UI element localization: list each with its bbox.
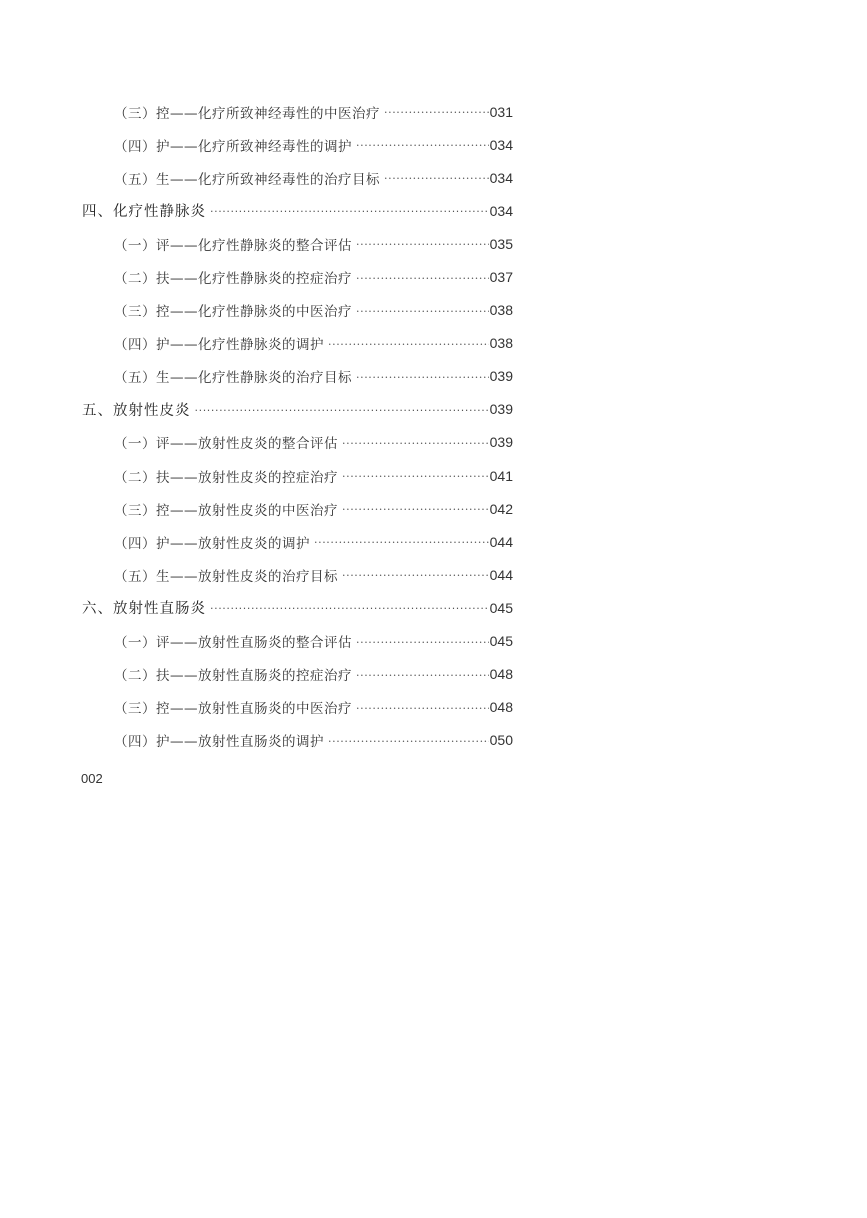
toc-entry-page: 050 [489,732,513,749]
table-of-contents [0,95,867,757]
toc-entry-page: 042 [489,500,513,517]
dot-leader [356,272,489,285]
toc-entry [0,459,867,492]
toc-entry-page: 044 [489,533,513,550]
dot-leader [356,669,489,682]
toc-entry [0,426,867,459]
dot-leader [356,636,489,649]
toc-entry-title: （一）评——放射性皮炎的整合评估 [114,436,338,453]
page-number: 002 [81,771,103,786]
toc-entry-title: 五、放射性皮炎 [82,402,191,419]
toc-entry-title: （三）控——化疗所致神经毒性的中医治疗 [114,105,380,122]
toc-entry [0,724,867,757]
toc-entry [0,327,867,360]
toc-entry [0,227,867,260]
toc-entry-page: 038 [489,302,513,319]
toc-entry [0,260,867,293]
toc-section-heading [0,393,867,426]
toc-entry-page: 039 [489,434,513,451]
dot-leader [342,569,489,582]
toc-entry-title: （三）控——化疗性静脉炎的中医治疗 [114,304,352,321]
toc-entry-title: （五）生——化疗性静脉炎的治疗目标 [114,370,352,387]
dot-leader [356,139,489,152]
toc-entry [0,691,867,724]
toc-entry-page: 044 [489,566,513,583]
dot-leader [342,437,489,450]
toc-entry [0,658,867,691]
toc-entry-title: （四）护——化疗性静脉炎的调护 [114,337,324,354]
dot-leader [356,371,489,384]
toc-entry-title: 六、放射性直肠炎 [82,601,206,618]
toc-entry-page: 034 [489,136,513,153]
dot-leader [328,735,489,748]
toc-entry-title: （四）护——放射性皮炎的调护 [114,535,310,552]
toc-entry-title: （三）控——放射性皮炎的中医治疗 [114,502,338,519]
toc-entry-title: （五）生——放射性皮炎的治疗目标 [114,568,338,585]
toc-entry [0,492,867,525]
toc-entry [0,95,867,128]
toc-entry-title: 四、化疗性静脉炎 [82,204,206,221]
toc-entry-title: （四）护——化疗所致神经毒性的调护 [114,138,352,155]
toc-entry-page: 038 [489,335,513,352]
toc-entry-page: 039 [489,401,513,418]
toc-entry-title: （二）扶——放射性皮炎的控症治疗 [114,469,338,486]
toc-entry [0,525,867,558]
toc-entry-page: 034 [489,202,513,219]
dot-leader [314,536,489,549]
dot-leader [356,238,489,251]
toc-entry [0,128,867,161]
dot-leader [356,702,489,715]
toc-entry [0,294,867,327]
dot-leader [210,205,489,218]
toc-entry-title: （三）控——放射性直肠炎的中医治疗 [114,701,352,718]
toc-entry [0,161,867,194]
toc-entry-page: 045 [489,599,513,616]
toc-entry [0,360,867,393]
toc-entry [0,558,867,591]
dot-leader [342,470,489,483]
toc-entry-title: （四）护——放射性直肠炎的调护 [114,734,324,751]
toc-section-heading [0,194,867,227]
dot-leader [384,172,489,185]
toc-entry-title: （一）评——放射性直肠炎的整合评估 [114,635,352,652]
toc-entry-page: 035 [489,235,513,252]
toc-entry-page: 034 [489,169,513,186]
toc-entry-page: 041 [489,467,513,484]
toc-section-heading [0,591,867,624]
toc-entry-page: 039 [489,368,513,385]
dot-leader [210,602,489,615]
toc-entry-page: 037 [489,269,513,286]
toc-entry-page: 048 [489,699,513,716]
dot-leader [356,305,489,318]
dot-leader [384,106,489,119]
toc-entry-title: （二）扶——化疗性静脉炎的控症治疗 [114,271,352,288]
dot-leader [328,338,489,351]
toc-entry [0,625,867,658]
dot-leader [342,503,489,516]
toc-entry-page: 031 [489,103,513,120]
toc-entry-title: （一）评——化疗性静脉炎的整合评估 [114,237,352,254]
dot-leader [195,404,489,417]
toc-entry-page: 045 [489,633,513,650]
toc-entry-title: （二）扶——放射性直肠炎的控症治疗 [114,668,352,685]
toc-entry-title: （五）生——化疗所致神经毒性的治疗目标 [114,171,380,188]
toc-entry-page: 048 [489,666,513,683]
